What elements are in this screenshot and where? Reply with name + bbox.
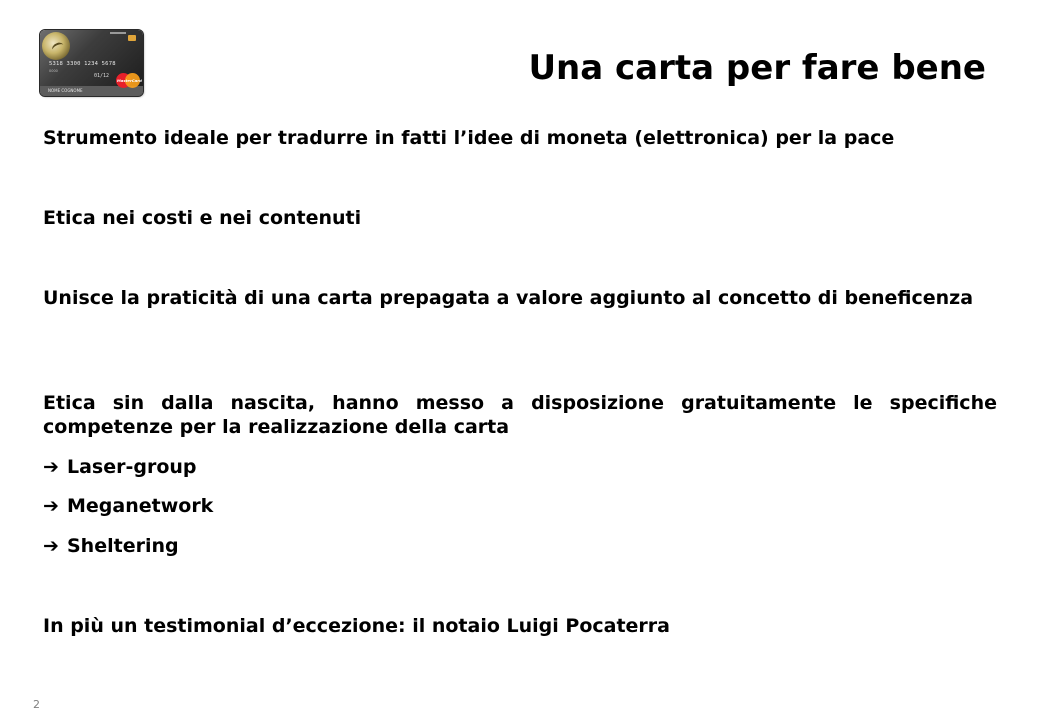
partner-label: Sheltering: [67, 535, 179, 557]
arrow-right-icon: ➔: [43, 495, 59, 517]
card-swirl-logo: [42, 32, 70, 60]
prepaid-card-image: [40, 30, 143, 96]
paragraph-prepaid-charity: Unisce la praticità di una carta prepagata a valore aggiunto al concetto di beneficenza: [43, 287, 974, 309]
card-small-text: 0000: [49, 69, 58, 73]
partner-label: Laser-group: [67, 456, 197, 478]
paragraph-ethics-birth: Etica sin dalla nascita, hanno messo a disposizione gratuitamente le specifiche competenze per la realizzazione della carta: [43, 392, 997, 438]
partner-item: [43, 455, 197, 479]
card-number: 5318 3300 1234 5678: [49, 61, 116, 67]
mastercard-wordmark: MasterCard: [117, 78, 142, 83]
partner-label: Meganetwork: [67, 495, 214, 517]
card-expiry: 01/12: [94, 73, 110, 79]
card-swirl-mark: [51, 41, 66, 54]
arrow-right-icon: ➔: [43, 456, 59, 478]
page-number: 2: [33, 698, 40, 711]
partner-item: [43, 494, 213, 518]
card-holder-name: NOME COGNOME: [48, 88, 83, 93]
paragraph-ideal-tool: Strumento ideale per tradurre in fatti l’idee di moneta (elettronica) per la pace: [43, 127, 895, 149]
mastercard-logo-icon: [116, 73, 140, 88]
partner-item: [43, 534, 179, 558]
card-chip: [128, 35, 136, 41]
slide-title: Una carta per fare bene: [528, 48, 986, 88]
arrow-right-icon: ➔: [43, 535, 59, 557]
paragraph-testimonial: In più un testimonial d’eccezione: il notaio Luigi Pocaterra: [43, 615, 670, 637]
paragraph-ethics-costs: Etica nei costi e nei contenuti: [43, 207, 362, 229]
card-top-line: [110, 32, 126, 34]
